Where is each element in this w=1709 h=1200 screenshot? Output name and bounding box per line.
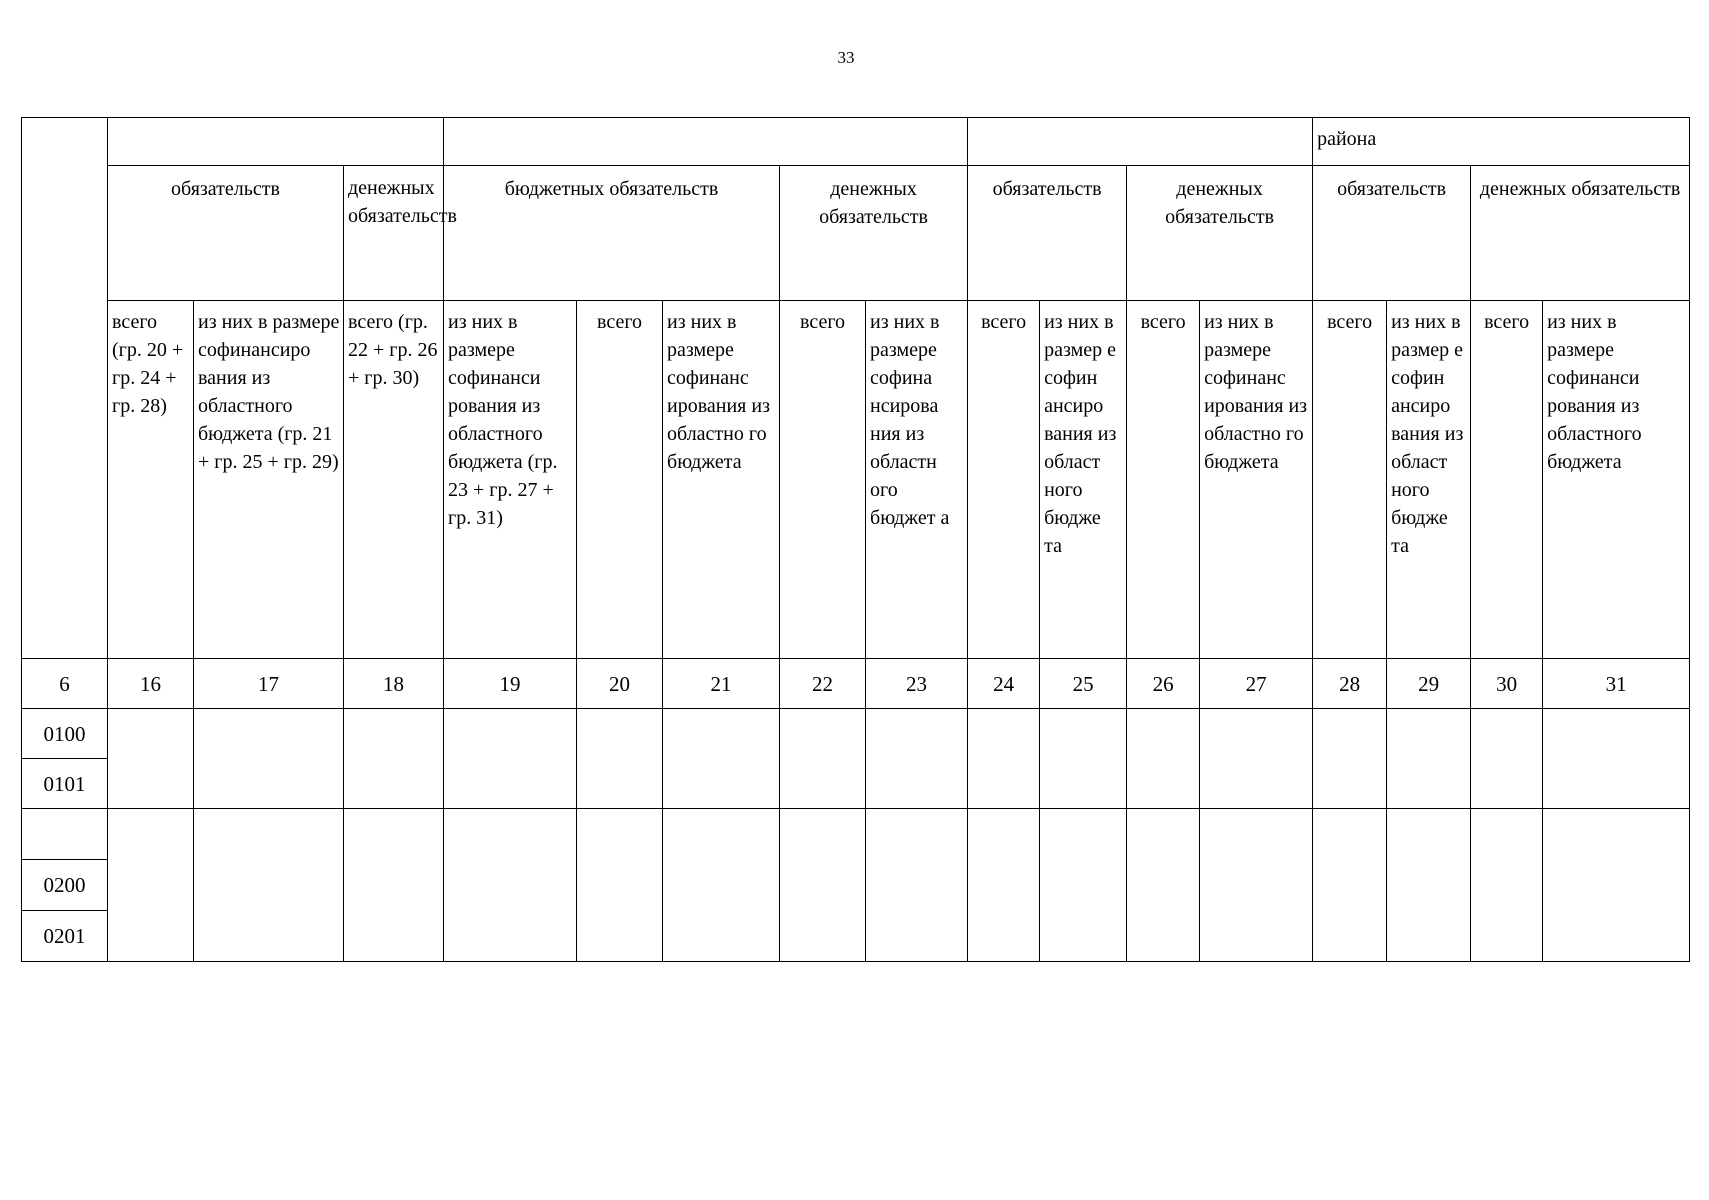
column-number: 21 xyxy=(663,659,780,709)
column-number: 22 xyxy=(780,659,866,709)
data-cell xyxy=(1387,809,1471,962)
column-number: 17 xyxy=(194,659,344,709)
data-cell xyxy=(866,809,968,962)
data-cell xyxy=(1543,709,1690,809)
data-cell xyxy=(866,709,968,809)
report-table xyxy=(21,117,1690,962)
group-header-money-obligations: денежных обязательств xyxy=(344,166,444,301)
group-header-money-obligations: денежных обязательств xyxy=(1127,166,1313,301)
data-cell xyxy=(780,809,866,962)
column-number: 29 xyxy=(1387,659,1471,709)
data-cell xyxy=(1127,809,1200,962)
subheader-col-16: всего (гр. 20 + гр. 24 + гр. 28) xyxy=(108,301,194,659)
row-code-cell: 0100 xyxy=(22,709,108,759)
column-number: 28 xyxy=(1313,659,1387,709)
header-group-top-4: района xyxy=(1313,118,1690,166)
group-header-money-obligations: денежных обязательств xyxy=(1471,166,1690,301)
subheader-col-21: из них в размере софинанс ирования из областно го бюджета xyxy=(663,301,780,659)
column-number: 19 xyxy=(444,659,577,709)
column-number: 23 xyxy=(866,659,968,709)
subheader-col-27: из них в размере софинанс ирования из областно го бюджета xyxy=(1200,301,1313,659)
header-row-groups xyxy=(22,166,1690,301)
subheader-col-22: всего xyxy=(780,301,866,659)
data-cell xyxy=(577,709,663,809)
subheader-col-24: всего xyxy=(968,301,1040,659)
column-number: 30 xyxy=(1471,659,1543,709)
group-header-obligations: обязательств xyxy=(968,166,1127,301)
column-number: 6 xyxy=(22,659,108,709)
subheader-col-17: из них в размере софинансиро вания из областного бюджета (гр. 21 + гр. 25 + гр. 29) xyxy=(194,301,344,659)
row-code-cell: 0200 xyxy=(22,860,108,911)
data-cell xyxy=(1543,809,1690,962)
subheader-col-18: всего (гр. 22 + гр. 26 + гр. 30) xyxy=(344,301,444,659)
table-row xyxy=(22,809,1690,860)
subheader-col-29: из них в размер е софин ансиро вания из област ного бюдже та xyxy=(1387,301,1471,659)
row-code-cell: 0101 xyxy=(22,759,108,809)
column-number: 20 xyxy=(577,659,663,709)
subheader-col-25: из них в размер е софин ансиро вания из област ного бюдже та xyxy=(1040,301,1127,659)
data-cell xyxy=(1040,709,1127,809)
column-number: 18 xyxy=(344,659,444,709)
group-header-obligations: обязательств xyxy=(1313,166,1471,301)
data-cell xyxy=(968,809,1040,962)
row-code-cell: 0201 xyxy=(22,911,108,962)
data-cell xyxy=(1471,709,1543,809)
data-cell xyxy=(1471,809,1543,962)
data-cell xyxy=(968,709,1040,809)
header-group-top-2 xyxy=(444,118,968,166)
data-cell xyxy=(663,709,780,809)
data-cell xyxy=(1040,809,1127,962)
header-row-top xyxy=(22,118,1690,166)
group-header-budget-obligations: бюджетных обязательств xyxy=(444,166,780,301)
data-cell xyxy=(344,809,444,962)
subheader-col-28: всего xyxy=(1313,301,1387,659)
data-cell xyxy=(1313,709,1387,809)
header-corner-cell xyxy=(22,118,108,659)
data-cell xyxy=(1200,809,1313,962)
column-number-row xyxy=(22,659,1690,709)
column-number: 26 xyxy=(1127,659,1200,709)
data-cell xyxy=(344,709,444,809)
data-cell xyxy=(663,809,780,962)
data-cell xyxy=(577,809,663,962)
group-header-obligations: обязательств xyxy=(108,166,344,301)
column-number: 25 xyxy=(1040,659,1127,709)
data-cell xyxy=(108,709,194,809)
data-cell xyxy=(444,809,577,962)
column-number: 27 xyxy=(1200,659,1313,709)
header-row-subcolumns xyxy=(22,301,1690,659)
column-number: 16 xyxy=(108,659,194,709)
column-number: 24 xyxy=(968,659,1040,709)
subheader-col-30: всего xyxy=(1471,301,1543,659)
subheader-col-19: из них в размере софинанси рования из областного бюджета (гр. 23 + гр. 27 + гр. 31) xyxy=(444,301,577,659)
column-number: 31 xyxy=(1543,659,1690,709)
subheader-col-20: всего xyxy=(577,301,663,659)
subheader-col-31: из них в размере софинанси рования из областного бюджета xyxy=(1543,301,1690,659)
header-group-top-1 xyxy=(108,118,444,166)
data-cell xyxy=(1313,809,1387,962)
data-cell xyxy=(194,709,344,809)
subheader-col-23: из них в размере софина нсирова ния из областн ого бюджет а xyxy=(866,301,968,659)
row-code-cell xyxy=(22,809,108,860)
data-cell xyxy=(1200,709,1313,809)
data-cell xyxy=(444,709,577,809)
data-cell xyxy=(1127,709,1200,809)
header-group-top-3 xyxy=(968,118,1313,166)
page-number: 33 xyxy=(837,48,855,67)
subheader-col-26: всего xyxy=(1127,301,1200,659)
group-header-money-obligations: денежных обязательств xyxy=(780,166,968,301)
table-row xyxy=(22,709,1690,759)
data-cell xyxy=(108,809,194,962)
data-cell xyxy=(1387,709,1471,809)
data-cell xyxy=(780,709,866,809)
data-cell xyxy=(194,809,344,962)
